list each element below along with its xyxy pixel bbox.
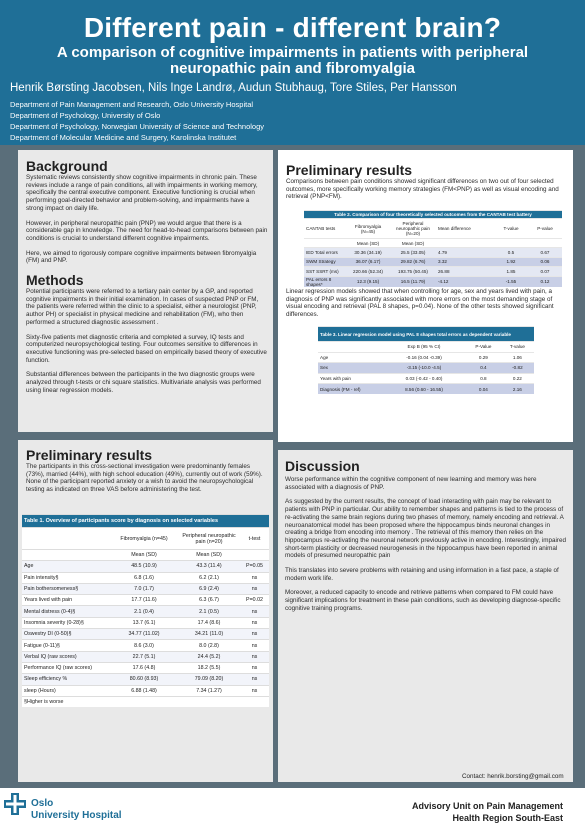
table-cell: 1.85 — [494, 267, 528, 276]
table-cell: SWM Strategy — [304, 257, 346, 266]
table-cell: 0.4 — [466, 363, 501, 374]
table-cell: 6.88 (1.48) — [110, 685, 178, 696]
table-3 — [318, 326, 534, 394]
table-cell: ns — [240, 662, 269, 673]
table-2-col-pnp: Peripheral neuropathic pain (N=20) — [390, 219, 436, 239]
table-cell: 0.06 — [528, 257, 562, 266]
table-row — [22, 662, 269, 673]
table-cell: 16.5 (11.79) — [390, 276, 436, 287]
table-row — [304, 257, 562, 266]
prelim-right-paragraph-2: Linear regression models showed that when controlling for age, sex and years lived with pain, a diagnosis of PNP was significantly associated with more errors on the most demanding stage of visual encoding and retrieval (PAL 8 shapes, p=0.04). None of the other tests showed significant differences. — [286, 288, 554, 319]
table-cell: Age — [318, 352, 382, 363]
table-row — [22, 674, 269, 685]
table-cell: 30.36 (34.19) — [346, 248, 390, 257]
methods-heading: Methods — [26, 272, 84, 289]
table-cell: SST SSRT (ms) — [304, 267, 346, 276]
table-1 — [22, 514, 269, 707]
table-2-col-mean-diff: Mean difference — [436, 219, 476, 239]
table-cell: ns — [240, 640, 269, 651]
table-row — [318, 352, 534, 363]
table-cell: 1.92 — [494, 257, 528, 266]
background-heading: Background — [26, 158, 108, 174]
table-row — [22, 629, 269, 640]
table-cell: ns — [240, 572, 269, 583]
unit-line-2: Health Region South-East — [452, 813, 563, 823]
table-cell: ns — [240, 651, 269, 662]
preliminary-results-left-panel — [18, 440, 273, 782]
table-cell: 0.22 — [501, 373, 534, 384]
affiliation: Department of Psychology, University of Oslo — [10, 111, 161, 120]
table-cell: 6.8 (1.6) — [110, 572, 178, 583]
table-row — [22, 583, 269, 594]
unit-line-1: Advisory Unit on Pain Management — [411, 801, 563, 811]
table-cell: 0.67 — [528, 248, 562, 257]
table-3-col-exp: Exp B (95 % CI) — [382, 342, 466, 353]
table-cell: 12.3 (9.15) — [346, 276, 390, 287]
table-row — [22, 640, 269, 651]
table-cell: Diagnosis (FM - ref) — [318, 384, 382, 394]
poster-footer — [0, 788, 585, 832]
table-cell: P=0.02 — [240, 595, 269, 606]
table-3-caption: Table 3. Linear regression model using PAL 8 shapes total errors as dependent variable — [318, 327, 534, 342]
table-cell: 8.6 (3.0) — [110, 640, 178, 651]
table-cell: 4.79 — [436, 248, 476, 257]
table-row — [22, 685, 269, 696]
table-row — [318, 373, 534, 384]
table-cell: 2.1 (0.5) — [178, 606, 240, 617]
table-cell: PAL errors 8 shapes* — [304, 276, 346, 287]
table-cell: 193.75 (50.45) — [390, 267, 436, 276]
affiliation: Department of Psychology, Norwegian University of Science and Technology — [10, 122, 265, 131]
discussion-paragraph: This translates into severe problems with retaining and using information in a fast pace, a staple of modern work life. — [285, 567, 559, 582]
table-cell: 220.66 (52.34) — [346, 267, 390, 276]
discussion-paragraph: Worse performance within the cognitive component of new learning and memory was here associated with a diagnosis of PNP. — [285, 476, 537, 491]
table-cell: Sleep efficiency % — [22, 674, 110, 685]
background-section — [26, 158, 268, 401]
table-cell: 25.5 (33.05) — [390, 248, 436, 257]
table-cell: 0.12 — [528, 276, 562, 287]
table-row — [304, 248, 562, 257]
table-cell: 8.0 (2.8) — [178, 640, 240, 651]
table-cell: 0.8 — [466, 373, 501, 384]
table-cell: 34.77 (11.02) — [110, 629, 178, 640]
discussion-heading: Discussion — [285, 458, 360, 474]
table-cell: 6.2 (2.1) — [178, 572, 240, 583]
table-cell: Sex — [318, 363, 382, 374]
table-row — [304, 267, 562, 276]
table-cell: 17.7 (11.6) — [110, 595, 178, 606]
affiliation: Department of Molecular Medicine and Surgery, Karolinska Institutet — [10, 133, 237, 142]
table-cell: Years lived with pain — [22, 595, 110, 606]
table-cell: -1.55 — [494, 276, 528, 287]
table-3-col-p: P-Value — [466, 342, 501, 353]
discussion-panel — [278, 450, 573, 782]
table-cell: Insomnia severity (0-28)§ — [22, 617, 110, 628]
table-cell: 17.4 (8.6) — [178, 617, 240, 628]
table-cell: 3.32 — [436, 257, 476, 266]
table-cell: 0.03 (-0.42 - 0.40) — [382, 373, 466, 384]
table-cell: 48.5 (10.9) — [110, 561, 178, 572]
background-paragraph: Systematic reviews consistently show cognitive impairments in chronic pain. These reviews include a range of pain conditions, all with impairments in working memory, specifically the central executive component. Executive functioning is crucial when performing goal-directed behavior and problem-solving, and impairments have a strong impact on daily life. — [26, 174, 258, 212]
table-2-sub-fm: Mean (SD) — [346, 239, 390, 248]
table-2-col-t: T-value — [494, 219, 528, 239]
table-row — [22, 561, 269, 572]
table-cell: 6.3 (6.7) — [178, 595, 240, 606]
table-cell: Verbal IQ (raw scores) — [22, 651, 110, 662]
table-cell: -4.12 — [436, 276, 476, 287]
table-2-col-tests: CANTAB tests — [304, 219, 346, 239]
affiliation: Department of Pain Management and Research, Oslo University Hospital — [10, 100, 254, 109]
table-1-sub-fm: Mean (SD) — [110, 550, 178, 561]
table-cell: 2.1 (0.4) — [110, 606, 178, 617]
table-cell: ns — [240, 685, 269, 696]
table-cell: 6.9 (2.4) — [178, 583, 240, 594]
author-list: Henrik Børsting Jacobsen, Nils Inge Landrø, Audun Stubhaug, Tore Stiles, Per Hansson — [10, 82, 457, 94]
table-cell: ns — [240, 629, 269, 640]
poster-title: Different pain - different brain? — [83, 12, 502, 43]
table-cell: 0.04 — [466, 384, 501, 394]
table-cell: 34.21 (11.0) — [178, 629, 240, 640]
table-1-sub-pnp: Mean (SD) — [178, 550, 240, 561]
table-1-col-fm: Fibromyalgia (n=45) — [110, 528, 178, 550]
table-cell: 0.5 — [494, 248, 528, 257]
discussion-paragraph: Moreover, a reduced capacity to encode and retrieve patterns when compared to FM could have significant implications for treatment in these pain conditions, such as developing diagnose-specific cognitive training programs. — [285, 589, 561, 612]
affiliation-list — [10, 99, 264, 143]
logo-line-1: Oslo — [31, 798, 54, 809]
table-cell: 7.34 (1.27) — [178, 685, 240, 696]
table-cell: Years with pain — [318, 373, 382, 384]
table-1-col-pnp: Peripheral neuropathic pain (n=20) — [178, 528, 240, 550]
table-3-col-t: T-value — [501, 342, 534, 353]
table-cell: ns — [240, 617, 269, 628]
poster-subtitle: A comparison of cognitive impairments in patients with peripheral neuropathic pain and fibromyalgia — [56, 44, 529, 77]
table-cell: 79.09 (8.20) — [178, 674, 240, 685]
table-cell: Age — [22, 561, 110, 572]
table-cell: Mental distress (0-4)§ — [22, 606, 110, 617]
discussion-paragraph: As suggested by the current results, the concept of load interacting with pain may be relevant to patients with PNP in particular. Our ability to remember shapes and patterns is tied to the process of re-activating the same brain regions during two phases of memory, namely encoding and retrieval. A neuroanatomical model has been proposed where the hippocampus binds neuronal changes in creating a bridge from encoding into memory . The retrieval of this memory then relies on the hippocampus re-activating the neuronal network previously active in encoding. Interestingly, impaired short-term plasticity or decreased neurogenesis in the hippocampus have been reported in animal models of presumed neuropathic pain — [285, 498, 566, 560]
table-cell: 22.7 (5.1) — [110, 651, 178, 662]
prelim-right-heading: Preliminary results — [286, 162, 413, 178]
table-row — [304, 276, 562, 287]
methods-paragraph: Sixty-five patients met diagnostic criteria and completed a survey, IQ tests and computerized neuropsychological testing. Four outcomes sensitive to differences in executive functioning was pre-selected based on empirically based theory of executive function. — [26, 333, 267, 364]
methods-paragraph: Substantial differences between the participants in the two diagnostic groups were analyzed through t-tests or chi square statistics. Multivariate analysis was performed using linear regression models. — [26, 371, 261, 394]
table-2 — [304, 210, 562, 287]
table-2-sub-pnp: Mean (SD) — [390, 239, 436, 248]
table-cell: 43.3 (11.4) — [178, 561, 240, 572]
table-2-col-fm: Fibromyalgia (N=45) — [346, 219, 390, 239]
table-2-caption: Table 2. Comparison of four theoretically selected outcomes from the CANTAB test battery — [304, 211, 562, 219]
table-cell: Pain intensity§ — [22, 572, 110, 583]
prelim-right-paragraph-1: Comparisons between pain conditions showed significant differences on two out of four selected outcomes, more specifically working memory strategies (FM<PNP) as well as visual encoding and retrieval (PNP<FM). — [286, 178, 559, 201]
methods-paragraph: Potential participants were referred to a tertiary pain center by a GP, and reported cognitive impairments in their initial examination. In cases of suspected PNP or FM, the patients were referred within the clinic to a specialist, either a neurologist (PNP, author PH) or specialist in physical medicine and rehabilitation (FM), who then performed a structured diagnostic assessment . — [26, 288, 259, 326]
background-paragraph: Here, we aimed to rigorously compare cognitive impairments between fibromyalgia (FM) and PNP. — [26, 249, 257, 265]
table-row — [22, 617, 269, 628]
table-row — [22, 572, 269, 583]
table-cell: -0.16 (0.04 -0.39) — [382, 352, 466, 363]
table-cell: 18.2 (5.5) — [178, 662, 240, 673]
table-cell: Oswestry DI (0-50)§ — [22, 629, 110, 640]
table-cell: Performance IQ (raw scores) — [22, 662, 110, 673]
table-cell: 17.6 (4.8) — [110, 662, 178, 673]
table-cell: 0.07 — [528, 267, 562, 276]
table-cell: P=0.05 — [240, 561, 269, 572]
table-cell: ns — [240, 674, 269, 685]
logo-line-2: University Hospital — [31, 810, 122, 821]
table-2-col-p: P-value — [528, 219, 562, 239]
table-cell: 29.82 (6.76) — [390, 257, 436, 266]
table-cell: ns — [240, 583, 269, 594]
table-cell: -3.15 (-10.0 -4.5) — [382, 363, 466, 374]
table-cell: 0.29 — [466, 352, 501, 363]
table-cell: 80.60 (8.93) — [110, 674, 178, 685]
table-cell: Pain bothersomeness§ — [22, 583, 110, 594]
table-cell: 7.0 (1.7) — [110, 583, 178, 594]
table-cell: 1.06 — [501, 352, 534, 363]
table-row — [318, 363, 534, 374]
preliminary-results-right-panel — [278, 150, 573, 442]
background-paragraph: However, in peripheral neuropathic pain (PNP) we would argue that there is a considerable gap in knowledge. The need for head-to-head comparisons between pain conditions is crucial to understand different cognitive impairments. — [26, 219, 268, 242]
table-cell: sleep (Hours) — [22, 685, 110, 696]
hospital-cross-icon — [4, 793, 26, 815]
prelim-left-paragraph: The participants in this cross-sectional investigation were predominantly females (73%), married (44%), with high school education (49%), currently out of work (59%). None of the participant reported anxiety or a wish to avoid the neuropsychological testing as indicated on three VAS before administering the test. — [26, 463, 263, 494]
prelim-left-heading: Preliminary results — [26, 447, 153, 463]
table-row — [22, 651, 269, 662]
table-1-col-t: t-test — [240, 528, 269, 550]
table-cell: 24.4 (5.2) — [178, 651, 240, 662]
table-cell: 2.16 — [501, 384, 534, 394]
table-row — [318, 384, 534, 394]
table-row — [22, 595, 269, 606]
table-cell: 8.56 (0.60 - 16.55) — [382, 384, 466, 394]
table-cell: -0.82 — [501, 363, 534, 374]
table-cell: 26.88 — [436, 267, 476, 276]
table-cell: ns — [240, 606, 269, 617]
table-cell: 36.07 (6.17) — [346, 257, 390, 266]
table-cell: 13.7 (6.1) — [110, 617, 178, 628]
table-cell: IED Total errors — [304, 248, 346, 257]
table-1-caption: Table 1. Overview of participants score by diagnosis on selected variables — [22, 515, 269, 528]
contact-email: Contact: henrik.borsting@gmail.com — [462, 773, 564, 780]
poster-header — [0, 0, 585, 145]
table-1-footnote: §Higher is worse — [22, 696, 269, 707]
background-methods-panel — [18, 150, 273, 432]
table-cell: Fatigue (0-11)§ — [22, 640, 110, 651]
table-row — [22, 606, 269, 617]
